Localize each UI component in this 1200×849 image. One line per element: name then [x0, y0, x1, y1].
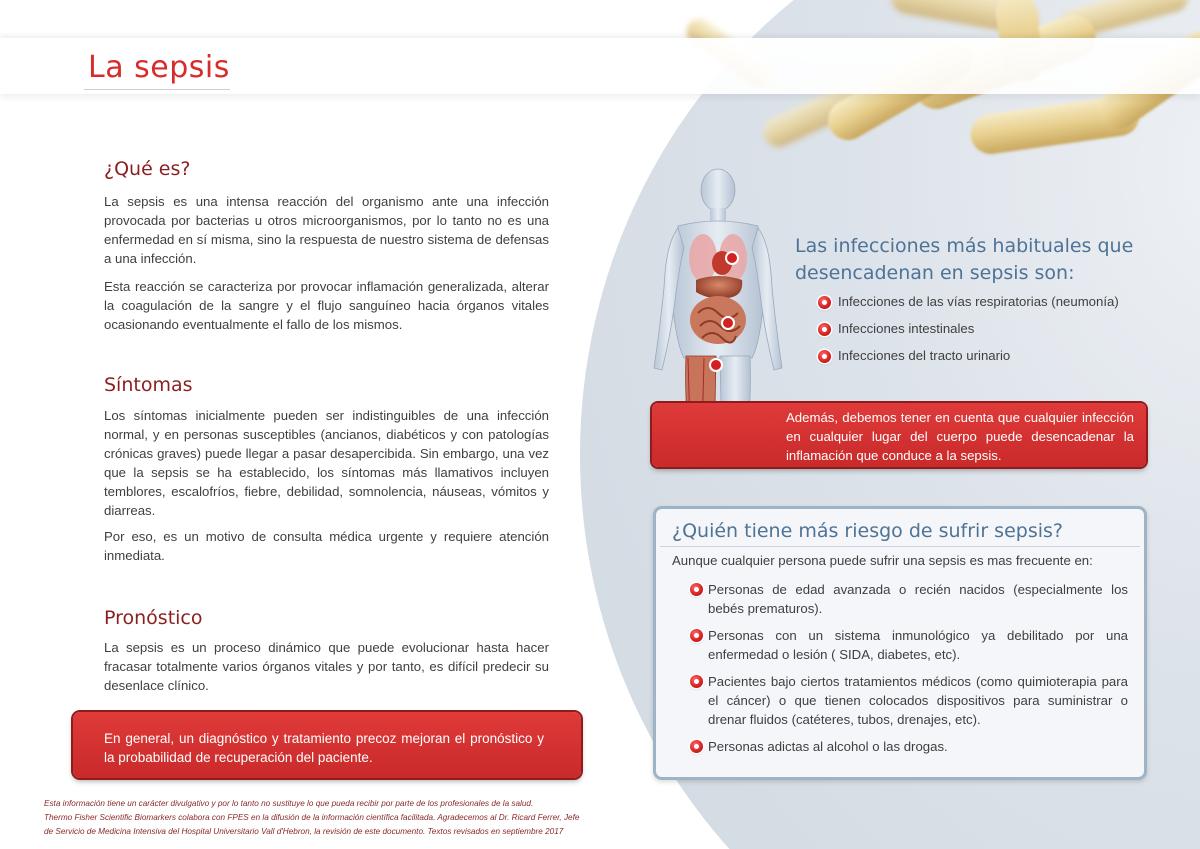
- infections-heading-line-1: Las infecciones más habituales que: [795, 235, 1134, 257]
- que-es-paragraph-1: La sepsis es una intensa reacción del organismo ante una infección provocada por bacterias u otros microorganismos, por lo tanto no es una enfermedad en sí misma, sino la respuesta de nuestro sistema de defensas a una infección.: [104, 194, 549, 266]
- risk-divider: [660, 546, 1140, 547]
- sintomas-paragraph-2: Por eso, es un motivo de consulta médica urgente y requiere atención inmediata.: [104, 529, 549, 563]
- infections-heading-line-2: desencadenan en sepsis son:: [795, 262, 1075, 284]
- bullet-icon: [818, 296, 831, 309]
- list-item: Personas adictas al alcohol o las drogas.: [690, 737, 1128, 756]
- sintomas-paragraph-1: Los síntomas inicialmente pueden ser indistinguibles de una infección normal, y en personas susceptibles (ancianos, diabéticos y con patologías crónicas graves) puede llegar a pasar desapercibida. Sin embargo, una vez que la sepsis se ha establecido, los síntomas más llamativos incluyen temblores, escalofríos, fiebre, debilidad, somnolencia, náuseas, vómitos y diarreas.: [104, 408, 549, 518]
- list-item: Infecciones de las vías respiratorias (neumonía): [818, 292, 1119, 319]
- footnote-line-2: Thermo Fisher Scientific Biomarkers colabora con FPES en la difusión de la información científica facilitada. Agradecemos al Dr. Ricard Ferrer, Jefe: [44, 813, 580, 822]
- bullet-icon: [690, 675, 703, 688]
- heading-pronostico: Pronóstico: [104, 607, 203, 629]
- infections-list: [818, 292, 1119, 373]
- risk-list: [690, 580, 1128, 764]
- list-item: Personas de edad avanzada o recién nacidos (especialmente los bebés prematuros).: [690, 580, 1128, 618]
- footnote: [44, 797, 644, 839]
- footnote-line-3: de Servicio de Medicina Intensiva del Hospital Universitario Vall d'Hebron, la revisión de este documento. Textos revisados en septiembre 2017: [44, 827, 564, 836]
- bullet-icon: [818, 350, 831, 363]
- infections-heading: [795, 233, 1175, 287]
- list-item: Infecciones del tracto urinario: [818, 346, 1119, 373]
- list-item: Personas con un sistema inmunológico ya debilitado por una enfermedad o lesión ( SIDA, diabetes, etc).: [690, 626, 1128, 664]
- infections-highlight-text: Además, debemos tener en cuenta que cualquier infección en cualquier lugar del cuerpo puede desencadenar la inflamación que conduce a la sepsis.: [786, 410, 1134, 463]
- bullet-icon: [818, 323, 831, 336]
- footnote-line-1: Esta información tiene un carácter divulgativo y por lo tanto no sustituye lo que pueda recibir por parte de los profesionales de la salud.: [44, 799, 534, 808]
- pronostico-highlight-text: En general, un diagnóstico y tratamiento precoz mejoran el pronóstico y la probabilidad de recuperación del paciente.: [104, 731, 544, 765]
- heading-sintomas: Síntomas: [104, 374, 193, 396]
- pronostico-paragraph: La sepsis es un proceso dinámico que puede evolucionar hasta hacer fracasar totalmente varios órganos vitales y por tanto, es difícil predecir su desenlace clínico.: [104, 640, 549, 693]
- risk-heading: ¿Quién tiene más riesgo de sufrir sepsis?: [672, 520, 1063, 542]
- bullet-icon: [690, 629, 703, 642]
- title-underline: [84, 89, 230, 90]
- bullet-icon: [690, 583, 703, 596]
- list-item: Pacientes bajo ciertos tratamientos médicos (como quimioterapia para el cáncer) o que tienen colocados dispositivos para suministrar o drenar fluidos (catéteres, tubos, drenajes, etc).: [690, 672, 1128, 729]
- risk-intro: Aunque cualquier persona puede sufrir una sepsis es mas frecuente en:: [672, 553, 1093, 568]
- list-item: Infecciones intestinales: [818, 319, 1119, 346]
- page-title: La sepsis: [88, 50, 230, 85]
- bullet-icon: [690, 740, 703, 753]
- que-es-paragraph-2: Esta reacción se caracteriza por provocar inflamación generalizada, alterar la coagulación de la sangre y el flujo sanguíneo hacia órganos vitales ocasionando eventualmente el fallo de los mismos.: [104, 279, 549, 332]
- heading-que-es: ¿Qué es?: [104, 158, 191, 180]
